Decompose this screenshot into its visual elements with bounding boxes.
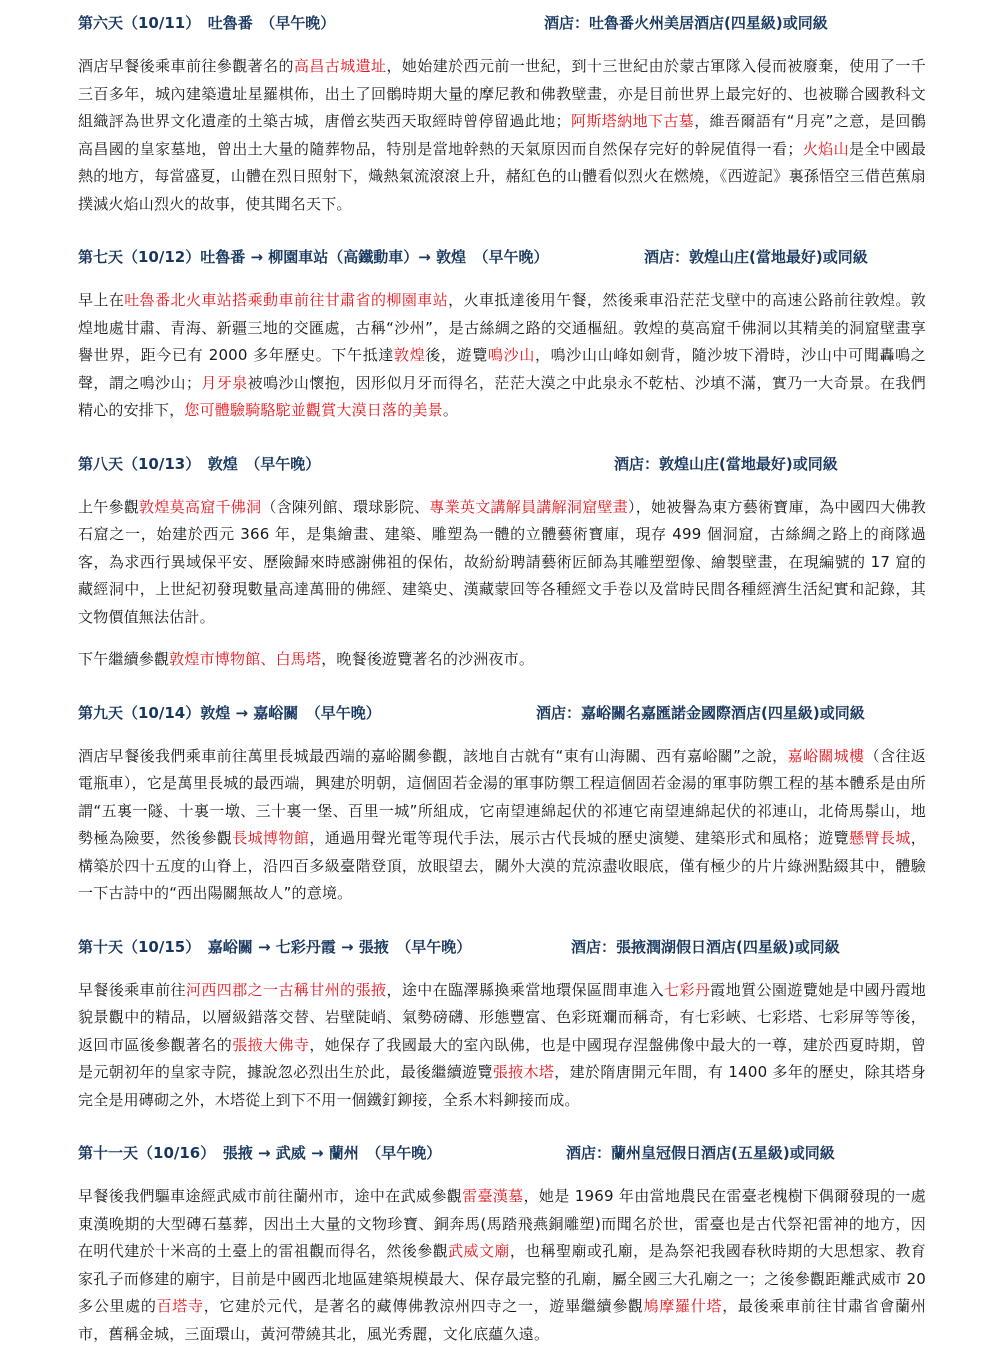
- text-run: ，維吾爾語有“月亮”之意，是回鶻高昌國的皇家墓地，曾出土大量的隨葬物品，特別是當地幹熱的天氣原因而自然保存完好的幹屍值得一看；: [78, 112, 927, 158]
- day-description-afternoon: [78, 646, 926, 674]
- text-run: ，構築於四十五度的山脊上，沿四百多級臺階登頂，放眼望去，關外大漠的荒涼盡收眼底，僅有極少的片片綠洲點綴其中，體驗一下古詩中的“西出陽關無故人”的意境。: [78, 829, 926, 902]
- day-hotel: 酒店：張掖潤湖假日酒店(四星級)或同級: [571, 937, 840, 956]
- highlighted-attraction: 敦煌莫高窟千佛洞: [139, 497, 262, 516]
- text-run: ，她始建於西元前一世紀，到十三世紀由於蒙古軍隊入侵而被廢棄，使用了一千三百多年，城內建築遺址星羅棋佈，出土了回鶻時期大量的摩尼教和佛教壁畫，亦是目前世界上最完好的、也被聯合國教科文組織評為世界文化遺產的土築古城，唐僧玄奘西天取經時曾停留過此地；: [78, 57, 926, 130]
- highlighted-attraction: 您可體驗騎駱駝並觀賞大漠日落的美景: [184, 401, 443, 419]
- day-hotel: 酒店：吐魯番火州美居酒店(四星級)或同級: [544, 14, 828, 32]
- day-header: [78, 242, 926, 272]
- text-run: ，最後乘車前往甘肅省會蘭州市，舊稱金城，三面環山，黃河帶繞其北，風光秀麗，文化底蘊久遠。: [78, 1297, 926, 1343]
- text-run: 被鳴沙山懷抱，因形似月牙而得名，茫茫大漠之中此泉永不乾枯、沙填不滿，實乃一大奇景。在我們精心的安排下，: [78, 373, 926, 419]
- highlighted-attraction: 長城博物館: [232, 829, 310, 847]
- highlighted-attraction: 嘉峪關城樓: [787, 746, 865, 765]
- day-9-section: [78, 698, 926, 908]
- text-run: ，鳴沙山山峰如劍背，隨沙坡下滑時，沙山中可聞轟鳴之聲，謂之鳴沙山；: [78, 346, 926, 392]
- highlighted-attraction: 敦煌市博物館、白馬塔: [169, 650, 322, 668]
- highlighted-attraction: 月牙泉: [201, 373, 248, 392]
- day-header: [78, 8, 926, 38]
- highlighted-attraction: 懸臂長城: [849, 829, 911, 847]
- highlighted-attraction: 鳴沙山: [488, 346, 535, 364]
- day-header: [78, 932, 926, 962]
- day-route: 第九天（10/14）敦煌 → 嘉峪關 （早午晚）: [78, 703, 381, 722]
- text-run: 酒店早餐後乘車前往參觀著名的: [78, 57, 294, 75]
- text-run: ，火車抵達後用午餐，然後乘車沿茫茫戈壁中的高速公路前往敦煌。敦煌地處甘肅、青海、新疆三地的交匯處，古稱“沙州”，是古絲綢之路的交通樞紐。敦煌的莫高窟千佛洞以其精美的洞窟壁畫享譽世界，距今已有 2000 多年歷史。下午抵達: [78, 291, 926, 364]
- text-run: ，建於隋唐開元年間，有 1400 多年的歷史，除其塔身完全是用磚砌之外，木塔從上到下不用一個鐵釘鉚接，全系木料鉚接而成。: [78, 1063, 926, 1109]
- text-run: 是全中國最熱的地方，每當盛夏，山體在烈日照射下，熾熱氣流滾滾上升，赭紅色的山體看似烈火在燃燒，《西遊記》裏孫悟空三借芭蕉扇撲滅火焰山烈火的故事，使其聞名天下。: [78, 139, 926, 213]
- day-description: [78, 494, 926, 632]
- text-run: ，她保存了我國最大的室內臥佛，也是中國現存涅盤佛像中最大的一尊，建於西夏時期，曾是元朝初年的皇家寺院，據說忽必烈出生於此，最後繼續遊覽: [78, 1035, 926, 1081]
- day-hotel: 酒店：敦煌山庄(當地最好)或同級: [614, 454, 838, 473]
- text-run: 酒店早餐後我們乘車前往萬里長城最西端的嘉峪關參觀，該地自古就有“東有山海關、西有嘉峪關”之說，: [78, 746, 788, 765]
- text-run: 後，遊覽: [425, 346, 488, 364]
- highlighted-attraction: 阿斯塔納地下古墓: [570, 112, 695, 130]
- text-run: ，途中在臨澤縣換乘當地環保區間車進入: [386, 980, 665, 999]
- day-description: [78, 287, 926, 425]
- text-run: 霞地質公園遊覽她是中國丹霞地貌景觀中的精品，以層級錯落交替、岩壁陡峭、氣勢磅礴、形態豐富、色彩斑斕而稱奇，有七彩峽、七彩塔、七彩屏等等後，返回市區後參觀著名的: [78, 980, 926, 1054]
- day-header: [78, 1138, 926, 1168]
- text-run: 早餐後乘車前往: [78, 980, 186, 999]
- day-6-section: [78, 8, 926, 218]
- highlighted-attraction: 敦煌: [394, 346, 426, 364]
- text-run: ，晚餐後遊覽著名的沙洲夜市。: [321, 650, 535, 668]
- day-hotel: 酒店：敦煌山庄(當地最好)或同級: [644, 248, 868, 266]
- text-run: 。: [442, 401, 459, 419]
- highlighted-attraction: 高昌古城遺址: [293, 57, 387, 75]
- highlighted-attraction: 張掖木塔: [492, 1063, 555, 1081]
- highlighted-attraction: 張掖大佛寺: [232, 1035, 310, 1054]
- text-run: ），她被譽為東方藝術寶庫，為中國四大佛教石窟之一，始建於西元 366 年，是集繪畫、建築、雕塑為一體的立體藝術寶庫，現存 499 個洞窟，古絲綢之路上的商隊過客，為求西行異域保平安、歷險歸來時感謝佛祖的保佑，故紛紛聘請藝術匠師為其雕塑塑像、繪製壁畫，在現編號的 17 窟的藏經洞中，上世紀初發現數量高達萬冊的佛經、建築史、漢藏蒙回等各種經文手卷以及當時民間各種經濟生活紀實和記錄，其文物價值無法估計。: [78, 497, 927, 626]
- highlighted-attraction: 武威文廟: [448, 1242, 510, 1260]
- day-header: [78, 698, 926, 728]
- highlighted-attraction: 火焰山: [802, 139, 850, 158]
- highlighted-attraction: 雷臺漢墓: [462, 1187, 524, 1205]
- text-run: 早上在: [78, 291, 125, 309]
- day-description: [78, 977, 926, 1115]
- text-run: （含陳列館、環球影院、: [261, 497, 430, 516]
- highlighted-attraction: 河西四郡之一古稱甘州的張掖: [185, 980, 387, 999]
- text-run: （含往返電瓶車），它是萬里長城的最西端，興建於明朝，這個固若金湯的軍事防禦工程這個固若金湯的軍事防禦工程的基本體系是由所謂“五裏一隧、十裏一墩、三十裏一堡、百里一城”所組成，它南望連綿起伏的祁連它南望連綿起伏的祁連山，北倚馬鬃山，地勢極為險要，然後參觀: [78, 746, 926, 847]
- day-10-section: [78, 932, 926, 1115]
- text-run: ，它建於元代，是著名的藏傳佛教涼州四寺之一，遊畢繼續參觀: [203, 1297, 644, 1315]
- day-description: [78, 1183, 926, 1348]
- text-run: ，通過用聲光電等現代手法，展示古代長城的歷史演變、建築形式和風格；遊覽: [309, 829, 850, 847]
- day-11-section: [78, 1138, 926, 1348]
- day-7-section: [78, 242, 926, 425]
- day-route: 第十一天（10/16） 張掖 → 武威 → 蘭州 （早午晚）: [78, 1144, 442, 1162]
- highlighted-attraction: 百塔寺: [156, 1297, 204, 1315]
- text-run: ，也稱聖廟或孔廟，是為祭祀我國春秋時期的大思想家、教育家孔子而修建的廟宇，目前是中國西北地區建築規模最大、保存最完整的孔廟，屬全國三大孔廟之一；之後參觀距離武威市 20 多公里處的: [78, 1242, 926, 1315]
- text-run: 早餐後我們驅車途經武威市前往蘭州市，途中在武威參觀: [78, 1187, 463, 1205]
- highlighted-attraction: 專業英文講解員講解洞窟壁畫: [429, 497, 629, 516]
- text-run: 下午繼續參觀: [78, 650, 170, 668]
- itinerary-document: [78, 8, 926, 1372]
- day-route: 第六天（10/11） 吐魯番 （早午晚）: [78, 14, 336, 32]
- day-description: [78, 743, 926, 908]
- highlighted-attraction: 吐魯番北火車站搭乘動車前往甘肅省的柳園車站: [124, 291, 449, 309]
- day-description: [78, 53, 926, 218]
- day-route: 第七天（10/12）吐魯番 → 柳園車站（高鐵動車）→ 敦煌 （早午晚）: [78, 248, 549, 266]
- text-run: 上午參觀: [78, 497, 140, 516]
- day-hotel: 酒店：蘭州皇冠假日酒店(五星級)或同級: [566, 1144, 835, 1162]
- highlighted-attraction: 鳩摩羅什塔: [643, 1297, 723, 1315]
- day-route: 第十天（10/15） 嘉峪關 → 七彩丹霞 → 張掖 （早午晚）: [78, 937, 472, 956]
- day-hotel: 酒店：嘉峪關名嘉匯諾金國際酒店(四星級)或同級: [536, 703, 865, 722]
- text-run: ，她是 1969 年由當地農民在雷臺老槐樹下偶爾發現的一處東漢晚期的大型磚石墓葬，因出土大量的文物珍寶、銅奔馬(馬踏飛燕銅雕塑)而聞名於世，雷臺也是古代祭祀雷神的地方，因在明代建於十米高的土臺上的雷祖觀而得名，然後參觀: [78, 1187, 926, 1260]
- day-header: [78, 449, 926, 479]
- day-route: 第八天（10/13） 敦煌 （早午晚）: [78, 454, 321, 473]
- day-8-section: [78, 449, 926, 674]
- highlighted-attraction: 七彩丹: [664, 980, 711, 999]
